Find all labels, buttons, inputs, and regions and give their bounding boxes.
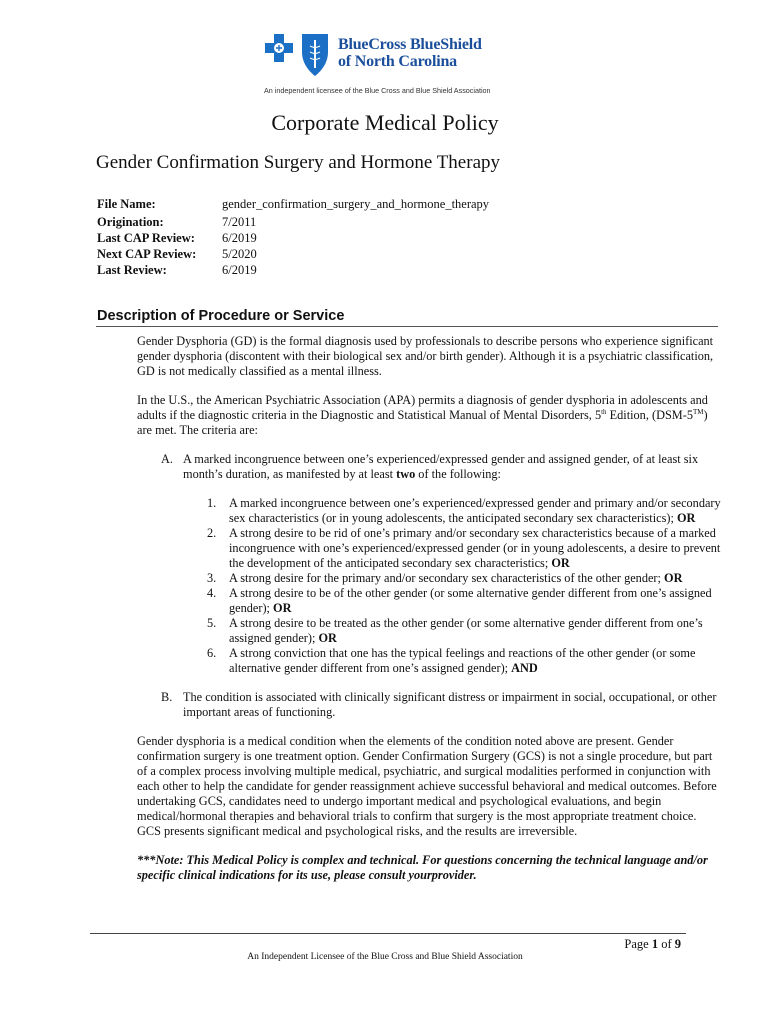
text-span: A strong desire to be treated as the other gender (or some alternative gender different from one’s assigned gender); [229,616,703,645]
criteria-list [161,452,722,720]
emphasis: OR [676,511,696,525]
list-item [207,586,722,616]
list-marker: 3. [207,571,217,585]
list-item-b [161,690,722,720]
meta-row-last-review [97,262,489,278]
text-span: of the following: [415,467,501,481]
logo-name-line1: BlueCross BlueShield [338,36,482,53]
meta-value: 5/2020 [222,247,257,261]
list-text [229,571,682,586]
text-span: A strong desire to be rid of one’s primary and/or secondary sex characteristics because of a marked incongruence with one’s experienced/expressed gender (or in young adolescents, a desire to prevent the development of the anticipated secondary sex characteristics; [229,526,721,570]
page-total: 9 [674,937,681,951]
page-label: Page [624,937,652,951]
meta-label: Last Review: [97,263,167,277]
policy-note: ***Note: This Medical Policy is complex and technical. For questions concerning the technical language and/or specific clinical indications for its use, please consult yourprovider. [137,853,708,882]
emphasis: two [396,467,416,481]
meta-value: 6/2019 [222,263,257,277]
page-of-label: of [658,937,675,951]
text-span: A marked incongruence between one’s experienced/expressed gender and assigned gender, of at least six month’s duration, as manifested by at least [183,452,699,481]
company-logo [262,30,522,100]
list-item [207,496,722,526]
meta-row-last-cap-review [97,230,489,246]
list-text [229,586,722,616]
list-marker: 1. [207,496,217,510]
page-current: 1 [651,937,659,951]
list-text [183,452,722,482]
list-marker: B. [161,690,173,704]
meta-label: File Name: [97,197,156,211]
meta-label: Next CAP Review: [97,247,197,261]
section-body [137,334,722,897]
meta-value: gender_confirmation_surgery_and_hormone_therapy [222,197,490,211]
emphasis: AND [511,661,538,675]
footer-licensee: An Independent Licensee of the Blue Cross and Blue Shield Association [247,952,523,962]
list-text [229,616,722,646]
policy-title: Corporate Medical Policy [271,110,499,135]
emphasis: OR [664,571,683,585]
text-span: A marked incongruence between one’s experienced/expressed gender and primary and/or secondary sex characteristics (or in young adolescents, the anticipated secondary sex characteristics); [229,496,721,525]
section-divider [96,326,718,327]
meta-row-file-name [97,196,489,212]
list-text: The condition is associated with clinically significant distress or impairment in social, occupational, or other important areas of functioning. [183,690,717,719]
list-text [229,496,722,526]
logo-company-name [338,36,482,70]
meta-row-next-cap-review [97,246,489,262]
policy-metadata [97,196,489,278]
text-span: A strong desire for the primary and/or secondary sex characteristics of the other gender; [229,571,665,585]
text-span: In the U.S., the American Psychiatric Association (APA) permits a diagnosis of gender dysphoria in adolescents and adults if the diagnostic criteria in the Diagnostic and Statistical Manual of Mental Disorders, 5 [137,393,708,422]
meta-label: Last CAP Review: [97,231,195,245]
superscript: th [601,407,607,416]
logo-name-line2: of North Carolina [338,53,457,70]
text-span: A strong desire to be of the other gender (or some alternative gender different from one’s assigned gender); [229,586,712,615]
paragraph-gcs: Gender dysphoria is a medical condition when the elements of the condition noted above are present. Gender confirmation surgery is one treatment option. Gender Confirmation Surgery (GCS) is not a single procedure, but part of a complex process involving multiple medical, psychiatric, and surgical modalities performed in conjunction with each other to help the candidate for gender reassignment achieve successful behavioral and medical outcomes. Before undertaking GCS, candidates need to undergo important medical and psychological evaluations, and begin medical/hormonal therapies and behavioral trials to confirm that surgery is the most appropriate treatment choice. GCS presents significant medical and psychological risks, and the results are irreversible. [137,734,717,838]
list-item [207,571,722,586]
emphasis: OR [318,631,337,645]
meta-row-origination [97,214,489,230]
list-item-a [161,452,722,482]
section-heading: Description of Procedure or Service [97,308,345,324]
superscript: TM [692,407,704,416]
list-marker: 2. [207,526,217,540]
numbered-criteria-list [207,496,722,676]
meta-label: Origination: [97,215,164,229]
list-marker: A. [161,452,173,466]
document-title: Gender Confirmation Surgery and Hormone Therapy [96,152,501,173]
text-span: ) are met. The criteria are: [137,408,708,437]
list-marker: 6. [207,646,217,660]
page-number [624,937,681,952]
list-text [229,526,722,571]
paragraph-apa [137,393,722,438]
list-marker: 5. [207,616,217,630]
paragraph-intro: Gender Dysphoria (GD) is the formal diagnosis used by professionals to describe persons who experience significant gender dysphoria (discontent with their biological sex and/or birth gender). Although it is a psychiatric classification, GD is not medically classified as a mental illness. [137,334,714,378]
list-item [207,616,722,646]
blue-cross-blue-shield-logo-icon [262,30,334,78]
footer-divider [90,933,686,934]
meta-value: 7/2011 [222,215,257,229]
text-span: Edition, (DSM-5 [606,408,693,422]
logo-tagline: An independent licensee of the Blue Cross and Blue Shield Association [264,86,491,95]
emphasis: OR [551,556,570,570]
meta-value: 6/2019 [222,231,257,245]
list-item [207,526,722,571]
text-span: A strong conviction that one has the typical feelings and reactions of the other gender (or some alternative gender different from one’s assigned gender); [229,646,696,675]
list-marker: 4. [207,586,217,600]
list-item [207,646,722,676]
list-text [229,646,722,676]
emphasis: OR [273,601,292,615]
